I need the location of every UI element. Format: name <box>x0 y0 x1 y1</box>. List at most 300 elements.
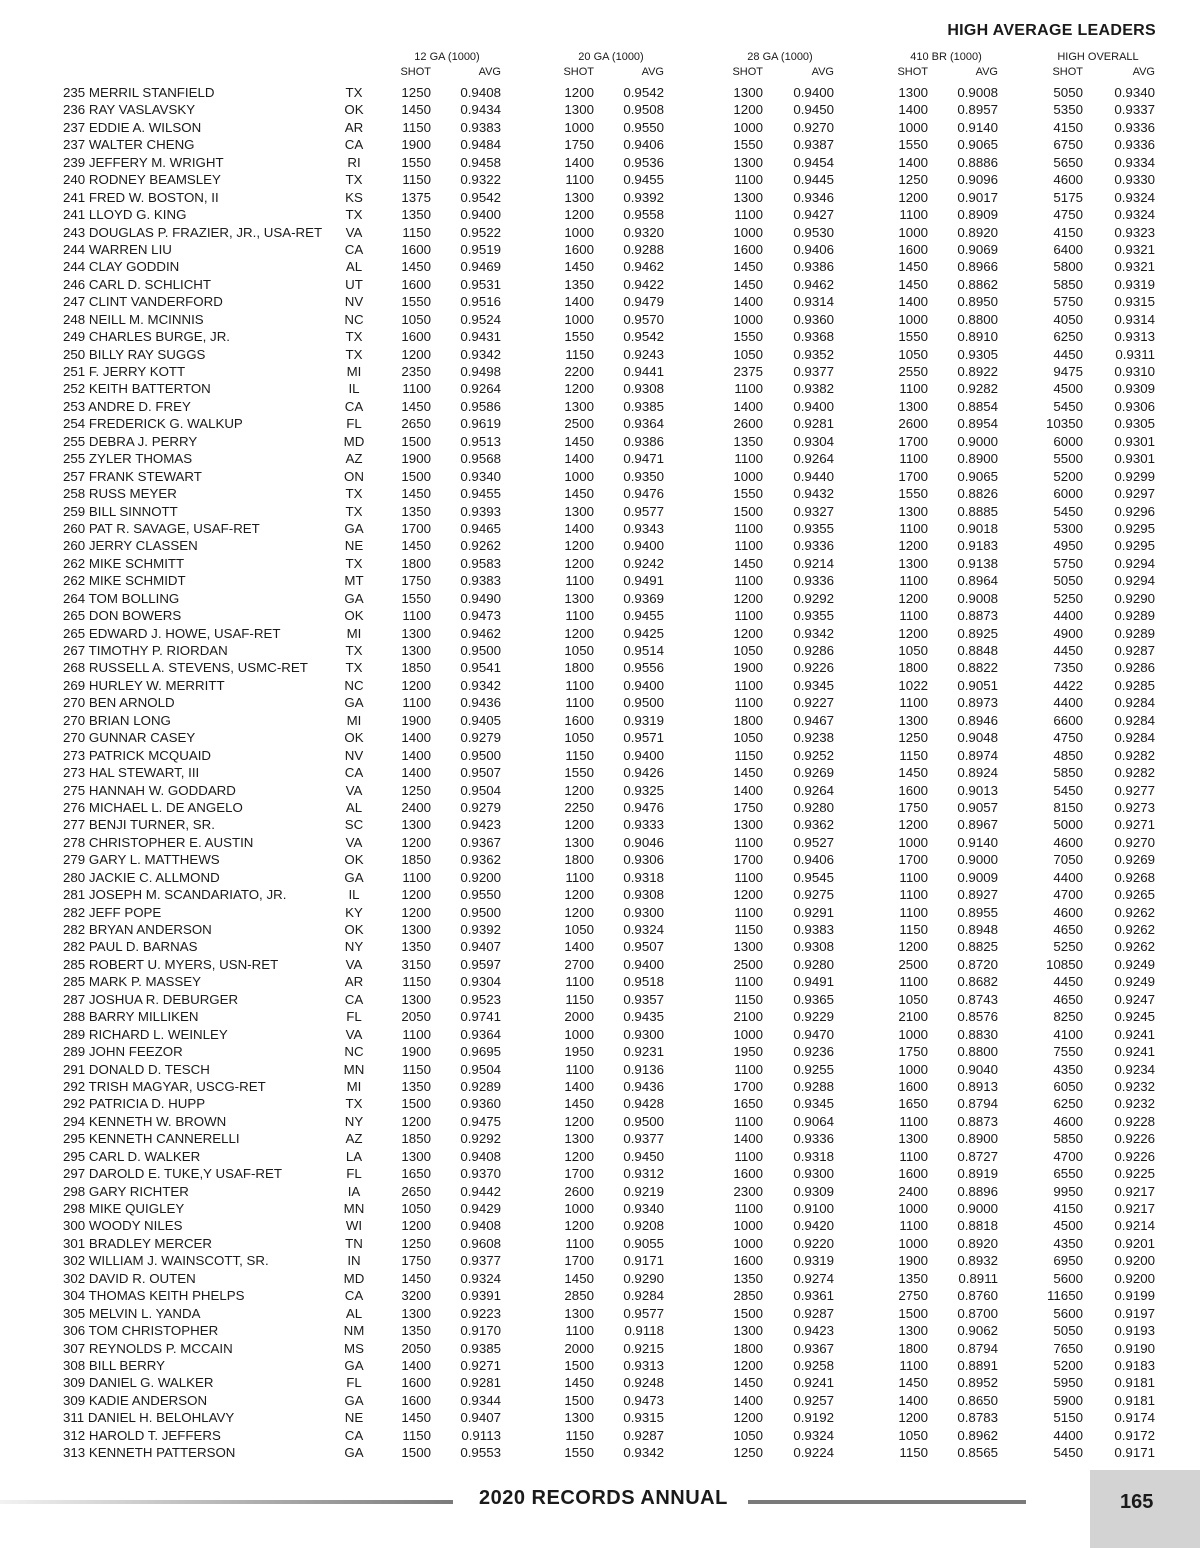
average: 0.9500 <box>460 643 501 658</box>
shooter-name: 254 FREDERICK G. WALKUP <box>63 416 243 432</box>
shot-count: 1200 <box>401 1113 431 1129</box>
shot-count: 1100 <box>899 1218 928 1234</box>
shot-count: 10850 <box>1046 956 1083 972</box>
shot-count: 1850 <box>401 660 431 676</box>
table-row <box>0 938 1200 955</box>
state: OK <box>344 852 364 868</box>
table-row <box>0 189 1200 206</box>
shot-count: 5750 <box>1053 555 1083 571</box>
average: 0.8954 <box>957 416 998 432</box>
shot-count: 1300 <box>564 503 594 519</box>
shot-count: 1550 <box>564 329 594 345</box>
shot-count: 1450 <box>898 1375 928 1391</box>
shooter-name: 300 WOODY NILES <box>63 1218 183 1234</box>
shot-count: 1400 <box>733 294 763 310</box>
average: 0.9201 <box>1114 1235 1155 1251</box>
average: 0.9113 <box>461 1427 501 1443</box>
table-row <box>0 1252 1200 1269</box>
state: AL <box>345 259 363 275</box>
average: 0.9377 <box>623 1131 664 1147</box>
shot-count: 5050 <box>1053 573 1083 589</box>
average: 0.9281 <box>793 416 834 432</box>
shot-count: 1300 <box>898 85 928 100</box>
shooter-name: 312 HAROLD T. JEFFERS <box>63 1427 221 1443</box>
average: 0.9313 <box>623 1357 664 1373</box>
average: 0.9429 <box>460 1201 501 1216</box>
average: 0.9545 <box>793 869 834 885</box>
shot-count: 4600 <box>1053 172 1083 188</box>
shot-count: 1000 <box>898 1235 928 1251</box>
state: CA <box>344 1288 364 1304</box>
average: 0.9262 <box>1114 939 1155 955</box>
shot-count: 2600 <box>733 416 763 432</box>
shot-count: 1100 <box>402 695 431 711</box>
shot-count: 1100 <box>734 520 763 536</box>
shot-count: 1450 <box>401 1410 431 1426</box>
shot-count: 1000 <box>898 311 928 327</box>
average: 0.8922 <box>957 364 998 379</box>
average: 0.9541 <box>460 660 501 676</box>
average: 0.9319 <box>1114 276 1155 292</box>
average: 0.8948 <box>957 922 998 937</box>
shot-count: 1400 <box>733 1131 763 1147</box>
table-row <box>0 1287 1200 1304</box>
shot-count: 1150 <box>565 1427 594 1443</box>
state: GA <box>344 590 364 606</box>
shooter-name: 289 JOHN FEEZOR <box>63 1044 183 1060</box>
average: 0.9096 <box>957 172 998 188</box>
average: 0.9400 <box>623 538 664 554</box>
shot-count: 1100 <box>734 904 763 920</box>
average: 0.9225 <box>1114 1166 1155 1182</box>
shot-count: 1350 <box>898 1270 928 1286</box>
shot-count: 1200 <box>898 590 928 606</box>
shot-count: 1150 <box>899 747 928 763</box>
table-row <box>0 136 1200 153</box>
shot-count: 1100 <box>565 1323 594 1339</box>
average: 0.9530 <box>793 224 834 240</box>
shot-count: 1300 <box>898 712 928 728</box>
average: 0.9055 <box>623 1235 664 1251</box>
state: TX <box>345 329 363 345</box>
shot-count: 4500 <box>1053 1218 1083 1234</box>
average: 0.9217 <box>1114 1201 1155 1216</box>
shot-count: 5175 <box>1053 189 1083 205</box>
shot-count: 7050 <box>1053 852 1083 868</box>
average: 0.8886 <box>957 154 998 170</box>
average: 0.9383 <box>460 573 501 589</box>
average: 0.8913 <box>957 1078 998 1094</box>
page-number: 165 <box>1120 1491 1154 1513</box>
state: MN <box>343 1061 365 1077</box>
shot-count: 1200 <box>898 189 928 205</box>
state: GA <box>344 1445 364 1461</box>
average: 0.9257 <box>793 1392 834 1408</box>
average: 0.9262 <box>1114 904 1155 920</box>
average: 0.9294 <box>1114 555 1155 571</box>
shooter-name: 270 GUNNAR CASEY <box>63 730 196 746</box>
average: 0.9531 <box>460 276 501 292</box>
table-row <box>0 398 1200 415</box>
average: 0.9279 <box>460 799 501 815</box>
average: 0.9536 <box>623 154 664 170</box>
average: 0.9289 <box>1114 608 1155 624</box>
average: 0.9344 <box>460 1392 501 1408</box>
shooter-name: 298 GARY RICHTER <box>63 1183 189 1199</box>
table-row <box>0 171 1200 188</box>
average: 0.9065 <box>957 137 998 153</box>
shot-count: 1100 <box>734 172 763 188</box>
shot-count: 1150 <box>899 922 928 937</box>
average: 0.8794 <box>957 1096 998 1112</box>
average: 0.9262 <box>1114 922 1155 937</box>
table-row <box>0 537 1200 554</box>
shot-count: 1550 <box>898 137 928 153</box>
average: 0.9171 <box>1114 1445 1155 1461</box>
group-header: 20 GA (1000) <box>578 51 644 63</box>
shot-count: 3200 <box>401 1288 431 1304</box>
shot-count: 1375 <box>401 189 431 205</box>
table-row <box>0 782 1200 799</box>
state: OK <box>344 922 364 937</box>
state: FL <box>346 1009 362 1025</box>
shot-count: 1100 <box>565 608 594 624</box>
shooter-name: 255 DEBRA J. PERRY <box>63 433 198 449</box>
shooter-name: 248 NEILL M. MCINNIS <box>63 311 204 327</box>
table-row <box>0 555 1200 572</box>
shot-count: 1050 <box>898 991 928 1007</box>
average: 0.9287 <box>1114 643 1155 658</box>
table-row <box>0 991 1200 1008</box>
shot-count: 1200 <box>564 1148 594 1164</box>
average: 0.9193 <box>1114 1323 1155 1339</box>
shot-count: 1000 <box>564 119 594 135</box>
average: 0.8974 <box>957 747 998 763</box>
average: 0.9426 <box>623 765 664 781</box>
group-header: 410 BR (1000) <box>910 51 982 63</box>
average: 0.9183 <box>957 538 998 554</box>
average: 0.9550 <box>623 119 664 135</box>
average: 0.8576 <box>957 1009 998 1025</box>
average: 0.9577 <box>623 1305 664 1321</box>
average: 0.9386 <box>793 259 834 275</box>
shot-count: 1800 <box>733 1340 763 1356</box>
average: 0.9000 <box>957 1201 998 1216</box>
shot-count: 1200 <box>564 207 594 223</box>
shot-count: 1400 <box>564 451 594 467</box>
average: 0.9282 <box>1114 765 1155 781</box>
average: 0.9314 <box>793 294 834 310</box>
shot-count: 1100 <box>734 538 763 554</box>
shot-count: 1350 <box>401 503 431 519</box>
average: 0.9508 <box>623 102 664 118</box>
state: ON <box>344 468 364 484</box>
average: 0.9568 <box>460 451 501 467</box>
table-row <box>0 747 1200 764</box>
state: MN <box>343 1201 365 1216</box>
shot-count: 2700 <box>564 956 594 972</box>
state: MI <box>346 712 362 728</box>
shot-count: 4750 <box>1053 730 1083 746</box>
average: 0.9500 <box>623 695 664 711</box>
state: CA <box>344 241 364 257</box>
table-row <box>0 1374 1200 1391</box>
shot-count: 1450 <box>564 1096 594 1112</box>
shot-count: 1100 <box>734 1148 763 1164</box>
shot-count: 1250 <box>401 782 431 798</box>
average: 0.9284 <box>1114 712 1155 728</box>
state: VA <box>345 956 363 972</box>
shooter-name: 297 DAROLD E. TUKE,Y USAF-RET <box>63 1166 282 1182</box>
state: GA <box>344 869 364 885</box>
average: 0.9324 <box>1114 189 1155 205</box>
average: 0.9405 <box>460 712 501 728</box>
shot-count: 1150 <box>402 1061 431 1077</box>
shot-count: 1300 <box>733 189 763 205</box>
average: 0.8848 <box>957 643 998 658</box>
shot-count: 1700 <box>401 520 431 536</box>
state: CA <box>344 991 364 1007</box>
shot-count: 1550 <box>401 294 431 310</box>
shot-count: 5950 <box>1053 1375 1083 1391</box>
footer-title: 2020 RECORDS ANNUAL <box>479 1487 728 1509</box>
average: 0.9550 <box>460 887 501 903</box>
shot-count: 2000 <box>564 1340 594 1356</box>
shot-count: 1200 <box>564 85 594 100</box>
table-row <box>0 485 1200 502</box>
shot-count: 4150 <box>1053 224 1083 240</box>
shot-count: 1400 <box>401 1357 431 1373</box>
shot-count: 4600 <box>1053 1113 1083 1129</box>
table-row <box>0 346 1200 363</box>
shot-count: 1100 <box>565 695 594 711</box>
table-row <box>0 276 1200 293</box>
shot-count: 1100 <box>899 451 928 467</box>
state: NC <box>344 1044 364 1060</box>
shot-count: 1100 <box>899 520 928 536</box>
average: 0.9300 <box>623 904 664 920</box>
state: TX <box>345 172 363 188</box>
state: TX <box>345 503 363 519</box>
average: 0.9100 <box>793 1201 834 1216</box>
average: 0.9519 <box>460 241 501 257</box>
average: 0.8682 <box>957 974 998 990</box>
average: 0.9491 <box>623 573 664 589</box>
shot-count: 1200 <box>564 555 594 571</box>
average: 0.9281 <box>460 1375 501 1391</box>
shot-count: 4350 <box>1053 1061 1083 1077</box>
average: 0.9608 <box>460 1235 501 1251</box>
shot-count: 1150 <box>402 119 431 135</box>
average: 0.9553 <box>460 1445 501 1461</box>
average: 0.9249 <box>1114 956 1155 972</box>
shot-count: 1750 <box>564 137 594 153</box>
average: 0.9431 <box>460 329 501 345</box>
average: 0.8720 <box>957 956 998 972</box>
average: 0.9504 <box>460 1061 501 1077</box>
average: 0.9306 <box>1114 398 1155 414</box>
shot-count: 1600 <box>401 1375 431 1391</box>
shot-count: 1650 <box>401 1166 431 1182</box>
average: 0.9258 <box>793 1357 834 1373</box>
shooter-name: 288 BARRY MILLIKEN <box>63 1009 199 1025</box>
shot-count: 6250 <box>1053 1096 1083 1112</box>
average: 0.8911 <box>958 1270 998 1286</box>
average: 0.8932 <box>957 1253 998 1269</box>
average: 0.9255 <box>793 1061 834 1077</box>
table-row <box>0 956 1200 973</box>
average: 0.9442 <box>460 1183 501 1199</box>
average: 0.9470 <box>793 1026 834 1042</box>
state: GA <box>344 1392 364 1408</box>
shot-count: 1600 <box>401 241 431 257</box>
shot-count: 2650 <box>401 1183 431 1199</box>
shot-count: 2650 <box>401 416 431 432</box>
shot-count: 1300 <box>401 625 431 641</box>
shot-count: 1700 <box>564 1166 594 1182</box>
shot-count: 1000 <box>898 1201 928 1216</box>
average: 0.9425 <box>623 625 664 641</box>
average: 0.9385 <box>460 1340 501 1356</box>
shot-count: 2850 <box>733 1288 763 1304</box>
average: 0.8952 <box>957 1375 998 1391</box>
shot-count: 1100 <box>734 1061 763 1077</box>
shot-count: 1800 <box>898 660 928 676</box>
shot-count: 1000 <box>733 1218 763 1234</box>
average: 0.8873 <box>957 1113 998 1129</box>
shot-count: 1400 <box>564 154 594 170</box>
average: 0.8896 <box>957 1183 998 1199</box>
table-row <box>0 799 1200 816</box>
shot-count: 1750 <box>401 573 431 589</box>
average: 0.9299 <box>1114 468 1155 484</box>
shot-count: 1200 <box>733 1357 763 1373</box>
shot-count: 1100 <box>899 887 928 903</box>
shot-count: 1450 <box>564 1270 594 1286</box>
shot-count: 1100 <box>734 207 763 223</box>
state: KS <box>345 189 363 205</box>
table-row <box>0 712 1200 729</box>
shot-count: 1500 <box>401 1096 431 1112</box>
shooter-name: 262 MIKE SCHMITT <box>63 555 185 571</box>
shot-count: 1150 <box>565 747 594 763</box>
shot-count: 5200 <box>1053 1357 1083 1373</box>
shot-count: 1300 <box>898 1323 928 1339</box>
average: 0.8862 <box>957 276 998 292</box>
shot-count: 9950 <box>1053 1183 1083 1199</box>
table-row <box>0 311 1200 328</box>
average: 0.9228 <box>1114 1113 1155 1129</box>
shot-count: 1300 <box>898 555 928 571</box>
table-row <box>0 1113 1200 1130</box>
average: 0.9500 <box>623 1113 664 1129</box>
shot-count: 1400 <box>898 294 928 310</box>
average: 0.9046 <box>623 834 664 850</box>
shot-count: 4650 <box>1053 922 1083 937</box>
shot-count: 1100 <box>565 172 594 188</box>
average: 0.9500 <box>460 904 501 920</box>
average: 0.9400 <box>460 207 501 223</box>
shot-count: 1100 <box>899 695 928 711</box>
shooter-name: 239 JEFFERY M. WRIGHT <box>63 154 224 170</box>
shot-count: 1700 <box>898 468 928 484</box>
average: 0.8891 <box>957 1357 998 1373</box>
shot-count: 1350 <box>401 1078 431 1094</box>
average: 0.9522 <box>460 224 501 240</box>
shot-count: 1300 <box>401 817 431 833</box>
table-row <box>0 851 1200 868</box>
shot-count: 1850 <box>401 852 431 868</box>
shot-count: 7550 <box>1053 1044 1083 1060</box>
shot-count: 1100 <box>899 1148 928 1164</box>
shot-count: 1300 <box>733 85 763 100</box>
average: 0.9319 <box>793 1253 834 1269</box>
shot-count: 1600 <box>898 1078 928 1094</box>
average: 0.9252 <box>793 747 834 763</box>
shot-count: 2050 <box>401 1009 431 1025</box>
average: 0.9471 <box>623 451 664 467</box>
state: MI <box>346 1078 362 1094</box>
shot-count: 1500 <box>401 468 431 484</box>
shot-count: 4900 <box>1053 625 1083 641</box>
shooter-name: 273 PATRICK MCQUAID <box>63 747 212 763</box>
shooter-name: 262 MIKE SCHMIDT <box>63 573 186 589</box>
average: 0.9407 <box>460 939 501 955</box>
shot-count: 1450 <box>401 1270 431 1286</box>
shot-count: 1100 <box>899 1357 928 1373</box>
state: MI <box>346 364 362 379</box>
shot-count: 2000 <box>564 1009 594 1025</box>
table-row <box>0 869 1200 886</box>
shot-count: 1900 <box>401 451 431 467</box>
average: 0.9504 <box>460 782 501 798</box>
average: 0.9400 <box>623 677 664 693</box>
average: 0.9234 <box>1114 1061 1155 1077</box>
shot-count: 2100 <box>733 1009 763 1025</box>
shot-count: 1450 <box>733 259 763 275</box>
average: 0.9295 <box>1114 538 1155 554</box>
shot-count: 4400 <box>1053 1427 1083 1443</box>
shooter-name: 313 KENNETH PATTERSON <box>63 1445 236 1461</box>
state: TX <box>345 660 363 676</box>
average: 0.9406 <box>793 241 834 257</box>
average: 0.9243 <box>623 346 664 362</box>
shot-count: 4450 <box>1053 974 1083 990</box>
average: 0.9290 <box>1114 590 1155 606</box>
shot-header: SHOT <box>897 66 928 78</box>
shooter-name: 291 DONALD D. TESCH <box>63 1061 210 1077</box>
average: 0.9197 <box>1114 1305 1155 1321</box>
shot-count: 1400 <box>564 520 594 536</box>
shot-count: 1100 <box>899 381 928 397</box>
state: CA <box>344 765 364 781</box>
table-row <box>0 694 1200 711</box>
average: 0.9065 <box>957 468 998 484</box>
shot-count: 1250 <box>898 730 928 746</box>
footer-rule-right <box>748 1500 1026 1504</box>
table-row <box>0 1444 1200 1461</box>
shot-count: 1300 <box>898 398 928 414</box>
average: 0.9542 <box>623 329 664 345</box>
state: FL <box>346 416 362 432</box>
average: 0.9507 <box>623 939 664 955</box>
shooter-name: 292 TRISH MAGYAR, USCG-RET <box>63 1078 266 1094</box>
average: 0.9009 <box>957 869 998 885</box>
average: 0.9309 <box>1114 381 1155 397</box>
shot-count: 2500 <box>733 956 763 972</box>
average: 0.8900 <box>957 1131 998 1147</box>
shot-count: 1600 <box>898 241 928 257</box>
